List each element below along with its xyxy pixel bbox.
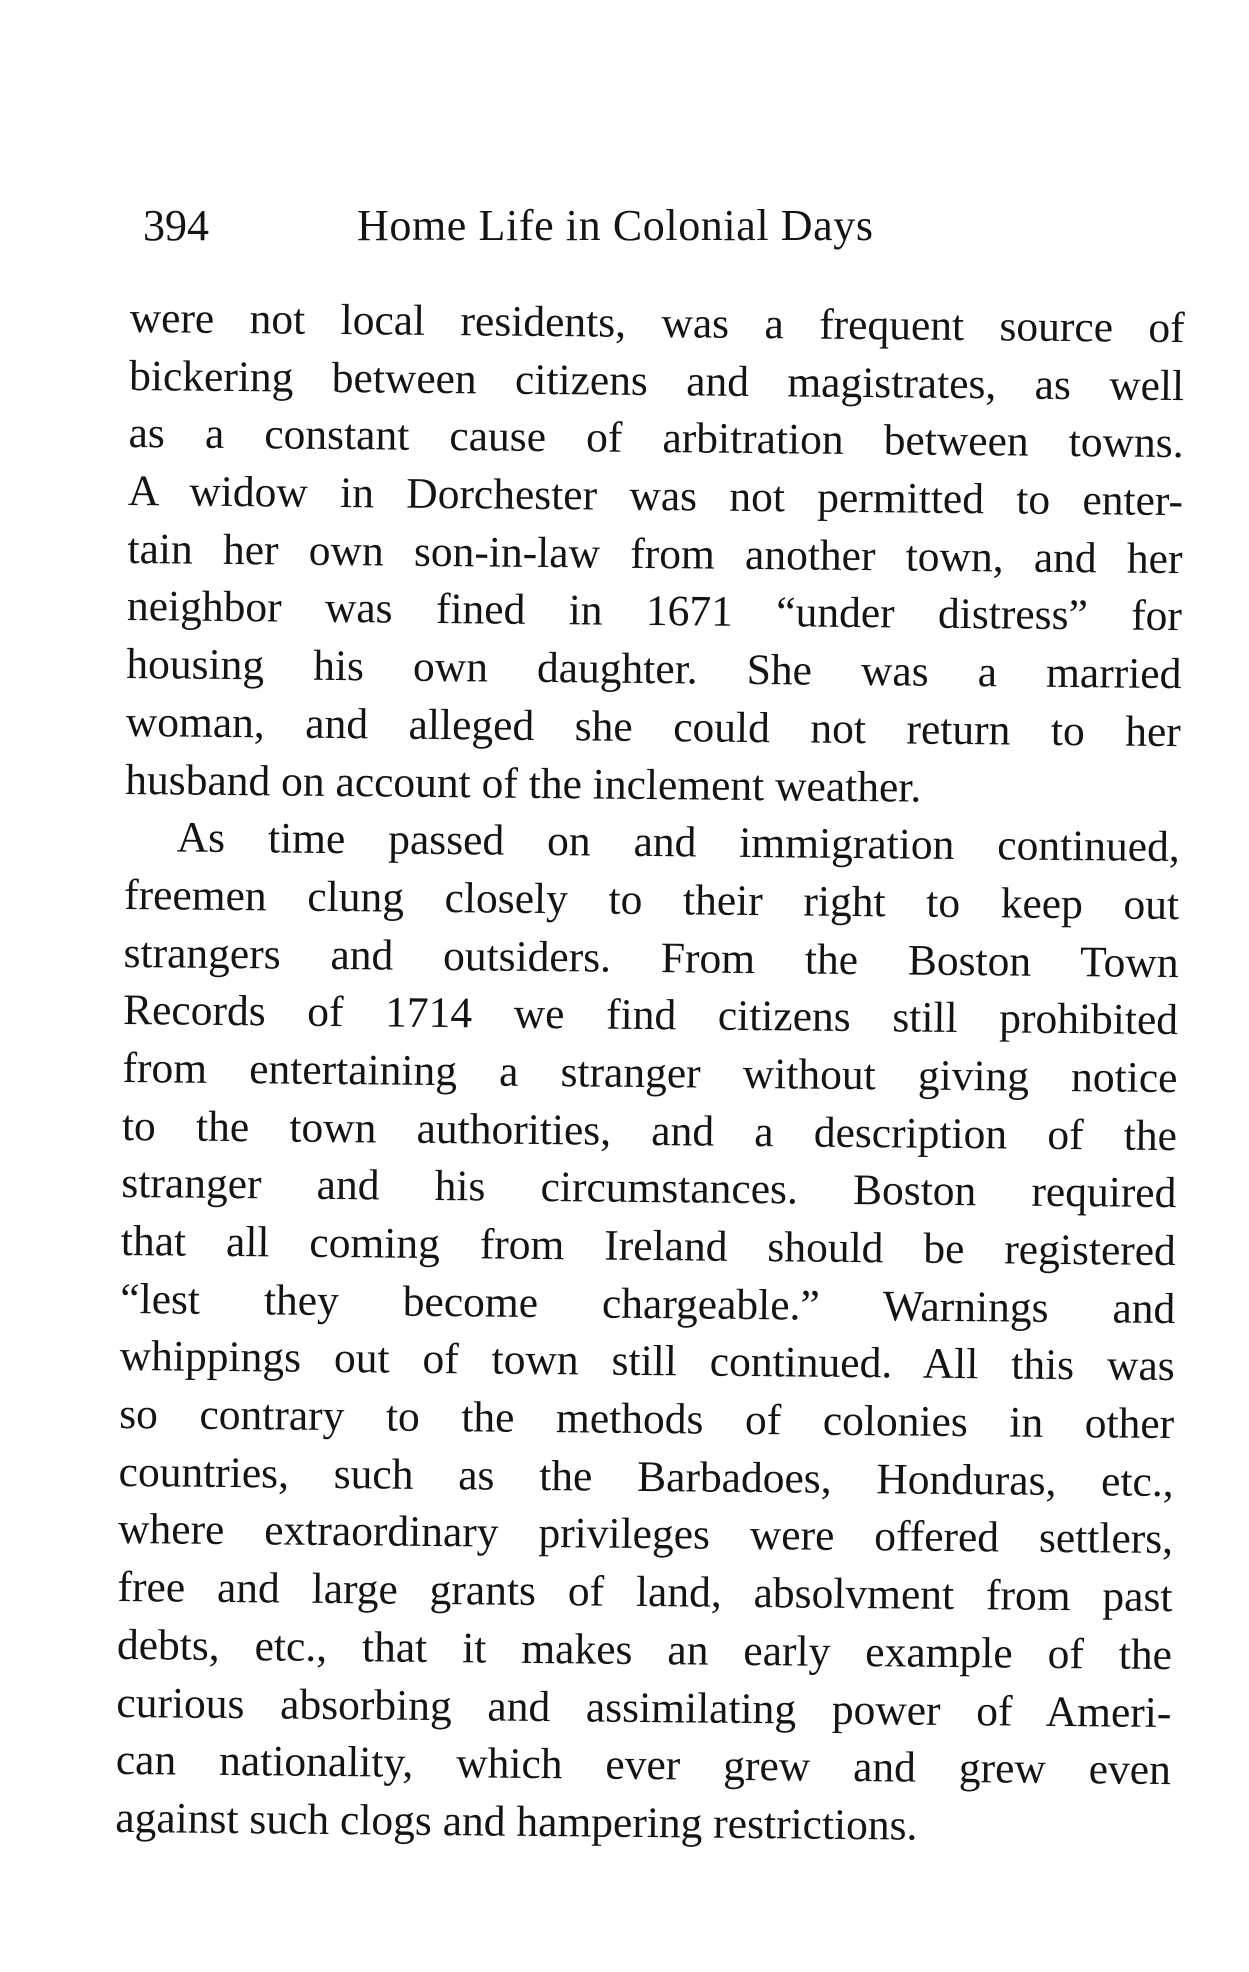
text-line: that all coming from Ireland should be registered: [120, 1216, 1177, 1276]
text-line: so contrary to the methods of colonies in other: [118, 1390, 1175, 1449]
text-line: freemen clung closely to their right to keep out: [123, 870, 1180, 929]
text-line: as a constant cause of arbitration between towns.: [128, 409, 1184, 468]
text-line: whippings out of town still continued. All this was: [119, 1332, 1175, 1391]
running-title: Home Life in Colonial Days: [357, 201, 874, 250]
text-line: curious absorbing and assimilating power of Ameri-: [116, 1678, 1172, 1737]
text-line: neighbor was fined in 1671 “under distress” for: [126, 582, 1183, 641]
paragraph-2: [115, 809, 1180, 1857]
text-line: strangers and outsiders. From the Boston Town: [123, 928, 1179, 987]
paragraph-1: [125, 290, 1185, 819]
text-line: were not local residents, was a frequent source of: [129, 293, 1185, 353]
text-line: can nationality, which ever grew and grew even: [115, 1736, 1172, 1795]
text-line: bickering between citizens and magistrates, as well: [128, 351, 1185, 410]
text-line: As time passed on and immigration continued,: [176, 813, 1180, 872]
text-line: debts, etc., that it makes an early example of the: [116, 1620, 1173, 1679]
text-line: against such clogs and hampering restrictions.: [115, 1793, 918, 1850]
text-line: countries, such as the Barbadoes, Honduras, etc.,: [118, 1447, 1174, 1506]
text-line: Records of 1714 we find citizens still prohibited: [122, 986, 1179, 1045]
text-line: woman, and alleged she could not return to her: [125, 697, 1182, 756]
text-line: “lest they become chargeable.” Warnings and: [120, 1274, 1176, 1333]
text-line: A widow in Dorchester was not permitted to enter-: [127, 467, 1184, 526]
text-line: housing his own daughter. She was a married: [126, 640, 1182, 699]
page-header: [143, 196, 1003, 256]
text-line: free and large grants of land, absolvment from past: [117, 1563, 1173, 1622]
text-line: from entertaining a stranger without giving notice: [122, 1043, 1178, 1103]
text-line: tain her own son-in-law from another town, and her: [127, 524, 1183, 583]
text-line: stranger and his circumstances. Boston required: [121, 1159, 1177, 1218]
body-text: [115, 290, 1185, 1858]
text-line: to the town authorities, and a description of the: [121, 1101, 1178, 1160]
text-line: where extraordinary privileges were offered settlers,: [117, 1505, 1174, 1564]
page-number: 394: [143, 201, 209, 250]
text-line: husband on account of the inclement weather.: [125, 755, 922, 812]
